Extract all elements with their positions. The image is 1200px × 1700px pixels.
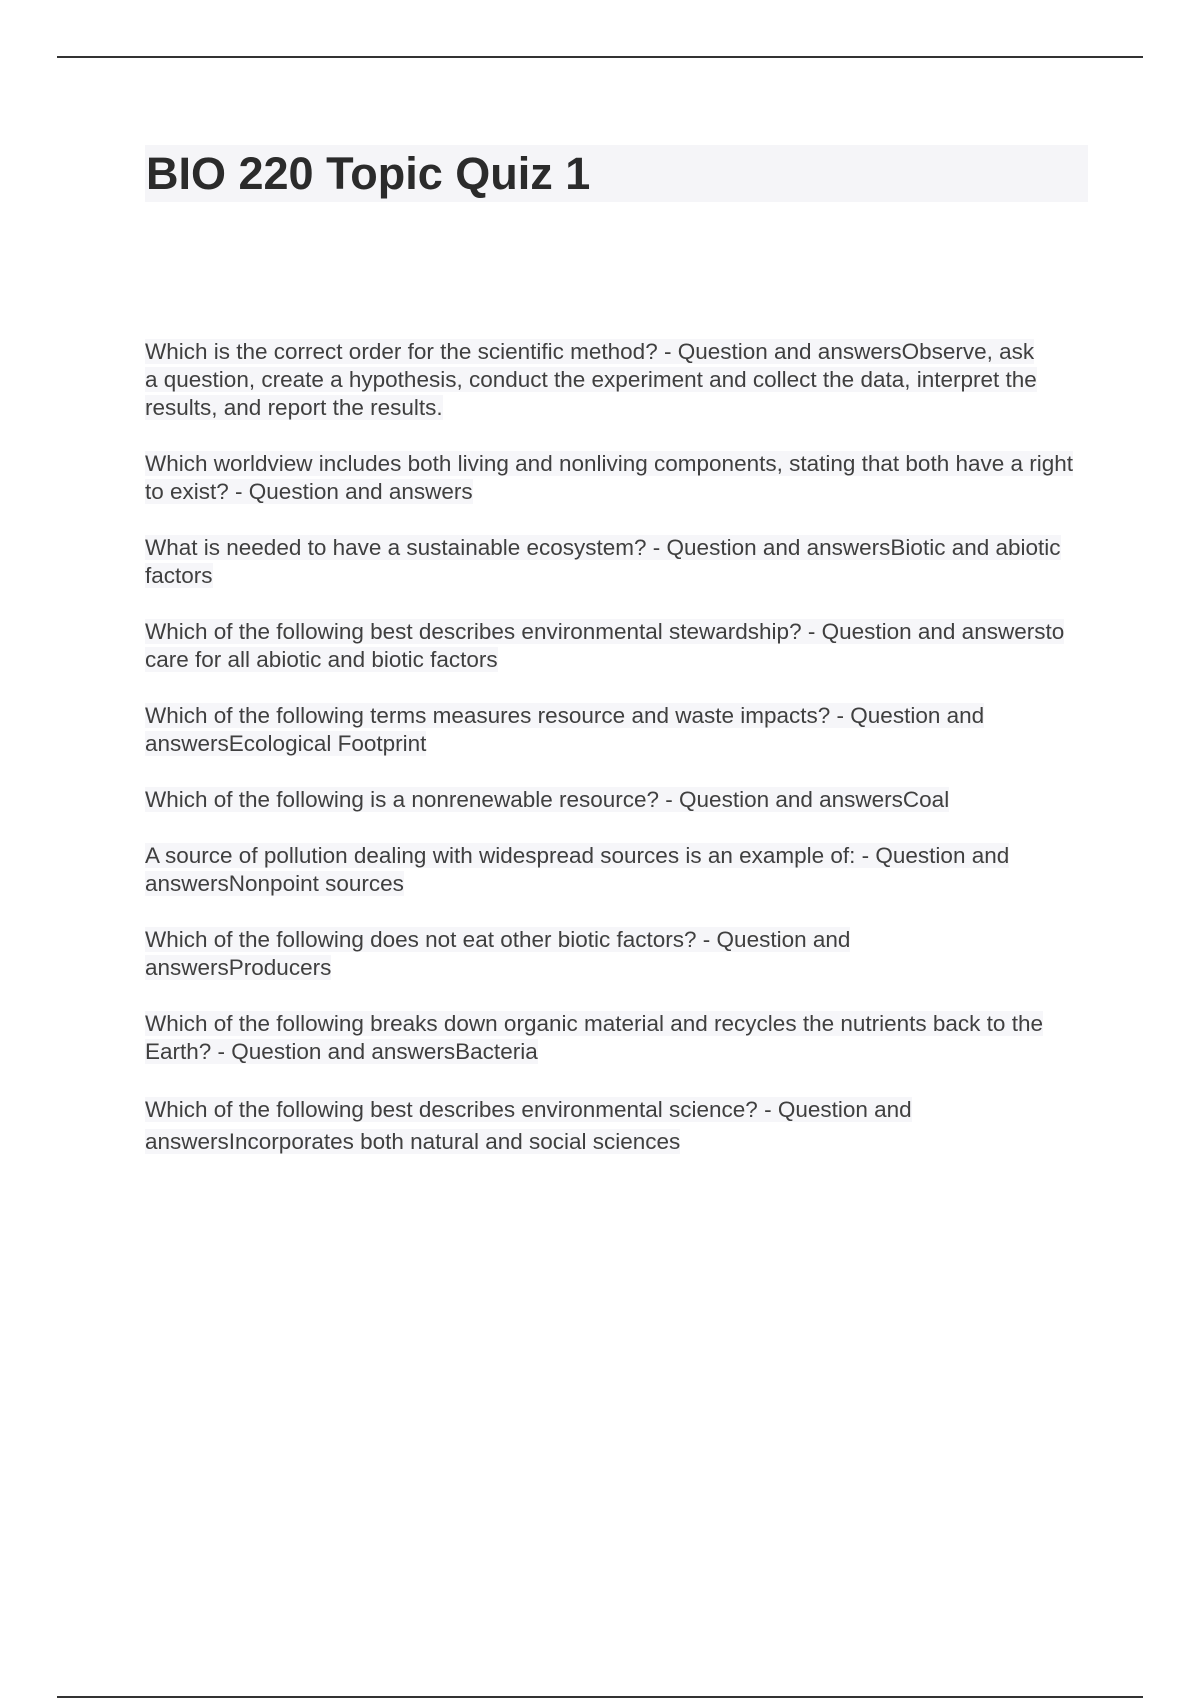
qa-text: Which of the following does not eat other biotic factors? - Question and answersProducers bbox=[145, 927, 851, 980]
qa-item bbox=[145, 618, 1080, 674]
qa-text: What is needed to have a sustainable ecosystem? - Question and answersBiotic and abiotic factors bbox=[145, 535, 1061, 588]
qa-item bbox=[145, 450, 1090, 506]
qa-item bbox=[145, 1094, 1025, 1158]
qa-text: A source of pollution dealing with widespread sources is an example of: - Question and answersNonpoint sources bbox=[145, 843, 1010, 896]
qa-text: Which of the following is a nonrenewable resource? - Question and answersCoal bbox=[145, 787, 950, 812]
qa-list bbox=[145, 338, 1090, 1186]
qa-text: Which of the following terms measures resource and waste impacts? - Question and answersEcological Footprint bbox=[145, 703, 985, 756]
qa-item bbox=[145, 1010, 1090, 1066]
qa-text: Which worldview includes both living and nonliving components, stating that both have a right to exist? - Question and answers bbox=[145, 451, 1074, 504]
qa-item bbox=[145, 842, 1090, 898]
bottom-rule bbox=[57, 1696, 1143, 1698]
qa-item bbox=[145, 534, 1080, 590]
qa-text: Which of the following breaks down organic material and recycles the nutrients back to the Earth? - Question and answersBacteria bbox=[145, 1011, 1043, 1064]
qa-item bbox=[145, 786, 1090, 814]
page-title: BIO 220 Topic Quiz 1 bbox=[146, 148, 591, 199]
qa-text: Which is the correct order for the scientific method? - Question and answersObserve, ask a question, create a hypothesis, conduct the experiment and collect the data, interpret the results, and report the results. bbox=[145, 339, 1037, 420]
qa-text: Which of the following best describes environmental stewardship? - Question and answersto care for all abiotic and biotic factors bbox=[145, 619, 1065, 672]
qa-item bbox=[145, 702, 1080, 758]
qa-item bbox=[145, 926, 965, 982]
qa-item bbox=[145, 338, 1045, 422]
qa-text: Which of the following best describes environmental science? - Question and answersIncorporates both natural and social sciences bbox=[145, 1097, 912, 1154]
top-rule bbox=[57, 56, 1143, 58]
